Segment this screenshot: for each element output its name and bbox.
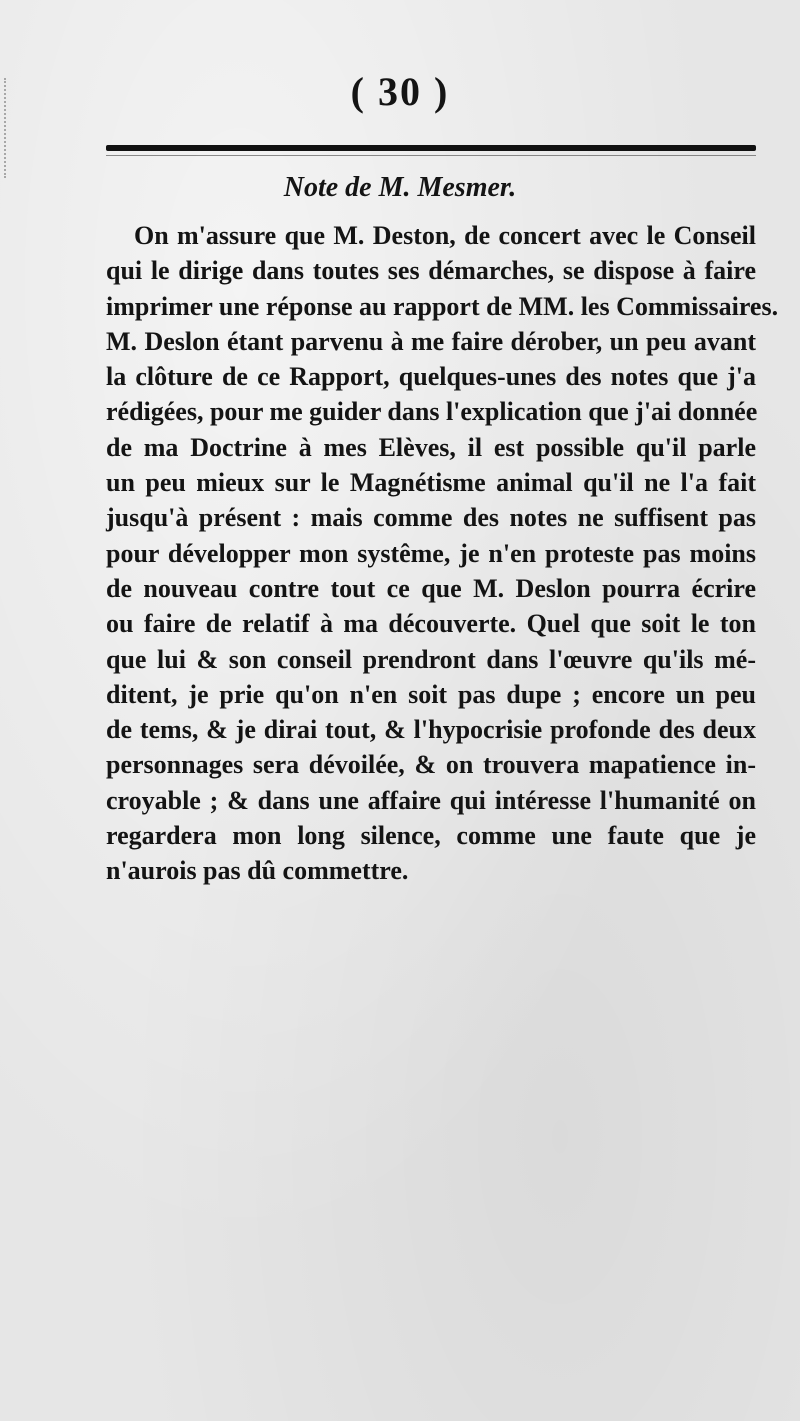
text-line: un peu mieux sur le Magnétisme animal qu'il ne l'a fait bbox=[106, 468, 756, 498]
text-line: pour développer mon systême, je n'en proteste pas moins bbox=[106, 538, 756, 568]
text-line: de nouveau contre tout ce que M. Deslon pourra écrire bbox=[106, 573, 756, 603]
text-line: croyable ; & dans une affaire qui intéresse l'humanité on bbox=[106, 785, 756, 815]
text-line: imprimer une réponse au rapport de MM. les Commissaires. bbox=[106, 291, 779, 321]
text-line: la clôture de ce Rapport, quelques-unes des notes que j'a bbox=[106, 362, 756, 392]
text-line: personnages sera dévoilée, & on trouvera mapatience in- bbox=[106, 750, 756, 780]
header-rule-thin bbox=[106, 155, 756, 156]
page-number: ( 30 ) bbox=[350, 69, 450, 114]
text-line: n'aurois pas dû commettre. bbox=[106, 856, 409, 886]
text-line: On m'assure que M. Deston, de concert avec le Conseil bbox=[134, 221, 756, 250]
text-line: jusqu'à présent : mais comme des notes ne suffisent pas bbox=[106, 503, 756, 533]
note-title: Note de M. Mesmer. bbox=[283, 172, 517, 203]
text-line: de tems, & je dirai tout, & l'hypocrisie profonde des deux bbox=[106, 715, 756, 745]
text-line: rédigées, pour me guider dans l'explication que j'ai donnée bbox=[106, 397, 758, 427]
text-line: ditent, je prie qu'on n'en soit pas dupe ; encore un peu bbox=[106, 679, 756, 709]
text-line: M. Deslon étant parvenu à me faire dérober, un peu avant bbox=[106, 326, 756, 356]
text-line: de ma Doctrine à mes Elèves, il est possible qu'il parle bbox=[106, 432, 756, 462]
header-rule bbox=[106, 145, 756, 151]
text-line: ou faire de relatif à ma découverte. Quel que soit le ton bbox=[106, 609, 756, 639]
text-line: regardera mon long silence, comme une faute que je bbox=[106, 821, 756, 851]
text-line: qui le dirige dans toutes ses démarches, se dispose à faire bbox=[106, 256, 756, 286]
note-body bbox=[106, 218, 779, 889]
text-line: que lui & son conseil prendront dans l'œuvre qu'ils mé- bbox=[106, 644, 756, 674]
